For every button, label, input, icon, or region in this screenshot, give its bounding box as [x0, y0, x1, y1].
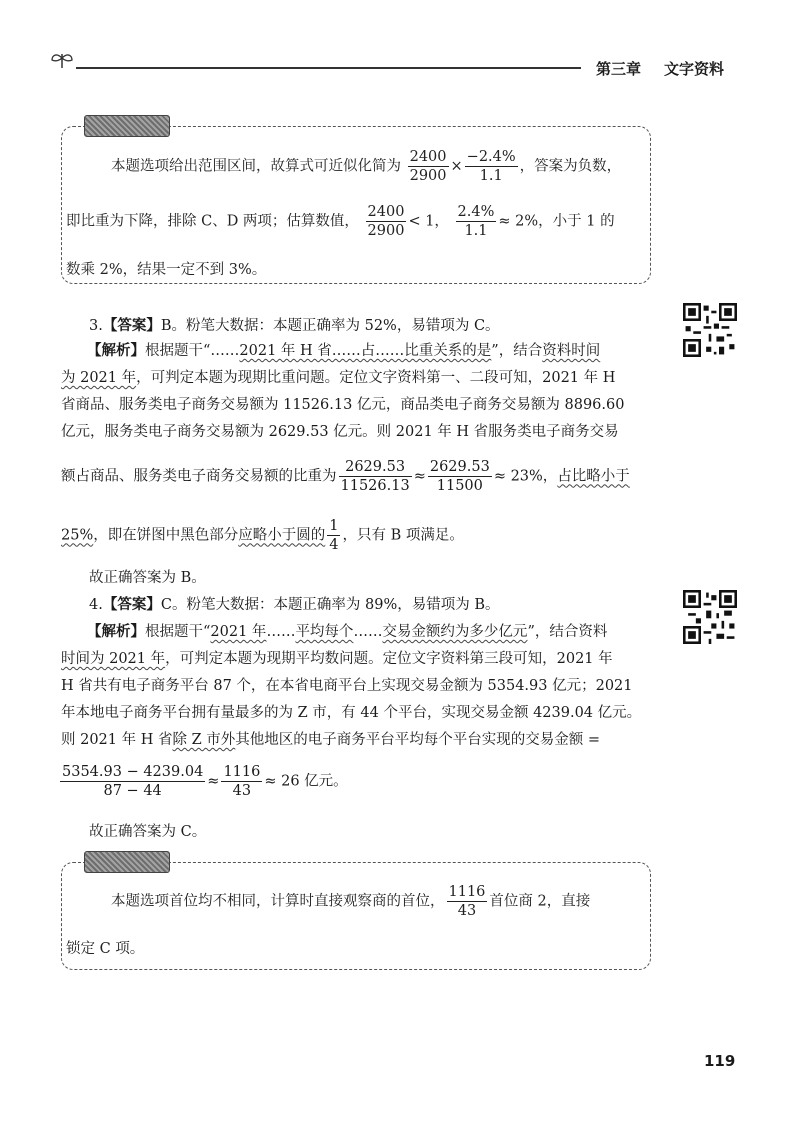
fraction: $\frac{2629.53}{11526.13}$: [340, 459, 410, 494]
q3-analysis-line-4: 亿元，服务类电子商务交易额为 2629.53 亿元。则 2021 年 H 省服务类电子商务交易: [61, 424, 619, 440]
q4-analysis-line-2: 时间为 2021 年，可判定本题为现期平均数问题。定位文字资料第三段可知，2021 年: [61, 651, 613, 667]
q4-analysis-line-4: 年本地电子商务平台拥有量最多的为 Z 市，有 44 个平台，实现交易金额 4239.04 亿元。: [61, 705, 642, 721]
q4-analysis-line-5: 则 2021 年 H 省除 Z 市外其他地区的电子商务平台平均每个平台实现的交易金额 =: [61, 732, 601, 748]
qr-code-icon: [683, 303, 737, 357]
q4-analysis-line-3: H 省共有电子商务平台 87 个，在本省电商平台上实现交易金额为 5354.93 亿元；2021: [61, 678, 633, 694]
chapter-label: 第三章: [596, 60, 642, 78]
q3-analysis-line-3: 省商品、服务类电子商务交易额为 11526.13 亿元，商品类电子商务交易额为 8896.60: [61, 397, 625, 413]
fraction: $\frac{2400}{2900}$: [367, 204, 405, 239]
tip1-line-2: 即比重为下降，排除 C、D 两项；估算数值， $\frac{2400}{2900}$ < 1， $\frac{2.4\%}{1.1}$ ≈ 2%，小于 1 的: [66, 204, 615, 239]
q4-answer-line: 4.【答案】C。粉笔大数据：本题正确率为 89%，易错项为 B。: [89, 596, 500, 613]
tip2-line-2: 锁定 C 项。: [66, 941, 145, 957]
fraction: $\frac{1}{4}$: [329, 518, 339, 553]
tip-tag-badge: [84, 851, 170, 873]
tip1-line-1: 本题选项给出范围区间，故算式可近似化简为 $\frac{2400}{2900}$ × $\frac{-2.4\%}{1.1}$ ，答案为负数，: [111, 149, 622, 184]
q3-analysis-line-2: 为 2021 年，可判定本题为现期比重问题。定位文字资料第一、二段可知，2021 年 H: [61, 370, 616, 386]
leaf-icon: [50, 48, 74, 70]
fraction: $\frac{1116}{43}$: [223, 764, 261, 799]
q3-analysis-line-6: 25%，即在饼图中黑色部分应略小于圆的 $\frac{1}{4}$ ，只有 B 项满足。: [61, 518, 464, 553]
q3-analysis-line-5: 额占商品、服务类电子商务交易额的比重为 $\frac{2629.53}{11526.13}$ ≈ $\frac{2629.53}{11500}$ ≈ 23%，占比略小于: [61, 459, 630, 494]
q4-analysis-line-6: $\frac{5354.93 - 4239.04}{87 - 44}$ ≈ $\frac{1116}{43}$ ≈ 26 亿元。: [62, 764, 348, 799]
tip2-line-1: 本题选项首位均不相同，计算时直接观察商的首位， $\frac{1116}{43}$ 首位商 2，直接: [111, 884, 591, 919]
q4-analysis-line-1: 【解析】根据题干“2021 年……平均每个……交易金额约为多少亿元”，结合资料: [87, 623, 608, 640]
header-rule: [76, 67, 581, 69]
q3-answer-line: 3.【答案】B。粉笔大数据：本题正确率为 52%，易错项为 C。: [89, 317, 500, 334]
q3-analysis-line-1: 【解析】根据题干“……2021 年 H 省……占……比重关系的是”，结合资料时间: [87, 342, 601, 359]
tip1-line-3: 数乘 2%，结果一定不到 3%。: [66, 262, 267, 278]
fraction: $\frac{5354.93 - 4239.04}{87 - 44}$: [62, 764, 204, 799]
fraction: $\frac{2629.53}{11500}$: [429, 459, 490, 494]
page-number: 119: [704, 1052, 736, 1070]
fraction: $\frac{-2.4\%}{1.1}$: [466, 149, 516, 184]
q4-conclusion: 故正确答案为 C。: [89, 824, 207, 840]
qr-code-icon: [683, 590, 737, 644]
fraction: $\frac{2.4\%}{1.1}$: [457, 204, 495, 239]
q3-conclusion: 故正确答案为 B。: [89, 570, 206, 586]
tip-tag-badge: [84, 115, 170, 137]
fraction: $\frac{2400}{2900}$: [409, 149, 447, 184]
chapter-title: 文字资料: [664, 60, 725, 78]
fraction: $\frac{1116}{43}$: [448, 884, 486, 919]
